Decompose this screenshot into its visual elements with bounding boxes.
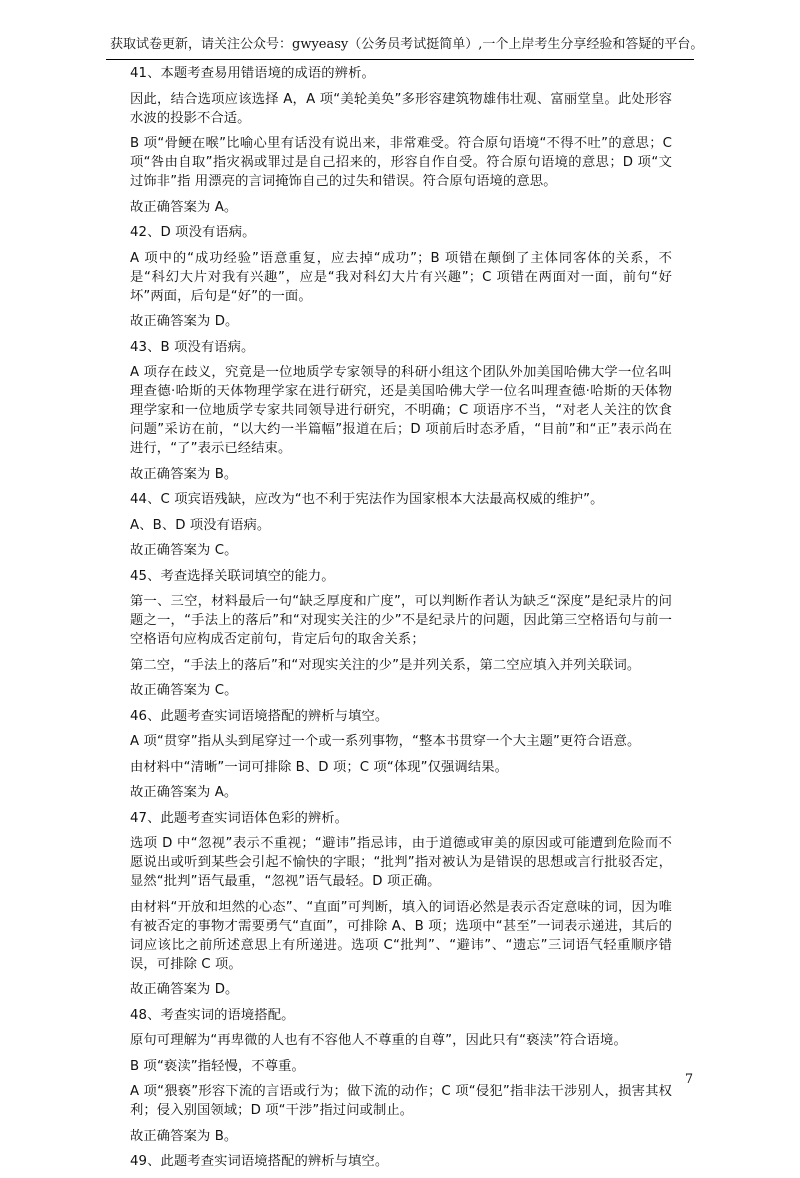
- paragraph: 44、C 项宾语残缺，应改为“也不利于宪法作为国家根本大法最高权威的维护”。: [130, 492, 604, 507]
- document-body: [130, 64, 672, 1178]
- paragraph: 46、此题考查实词语境搭配的辨析与填空。: [130, 708, 389, 724]
- paragraph: 48、考查实词的语境搭配。: [130, 1007, 295, 1023]
- paragraph: A 项存在歧义，究竟是一位地质学专家领导的科研小组这个团队外加美国哈佛大学一位名叫理查德·哈斯的天体物理学家在进行研究，还是美国哈佛大学一位名叫理查德·哈斯的天体物理学家和一位地质学专家共同领导进行研究，不明确；C 项语序不当，“对老人关注的饮食问题”采访在前，“以大约一半篇幅”报道在后；D 项前后时态矛盾，“目前”和“正”表示尚在进行，“了”表示已经结束。: [130, 365, 672, 456]
- paragraph: 由材料中“清晰”一词可排除 B、D 项；C 项“体现”仅强调结果。: [130, 759, 509, 775]
- paragraph: 因此，结合选项应该选择 A，A 项“美轮美奂”多形容建筑物雄伟壮观、富丽堂皇。此处形容水波的投影不合适。: [130, 91, 672, 126]
- paragraph: 第二空，“手法上的落后”和“对现实关注的少”是并列关系，第二空应填入并列关联词。: [130, 657, 641, 673]
- paragraph: 故正确答案为 D。: [130, 982, 239, 997]
- paragraph: 41、本题考查易用错语境的成语的辨析。: [130, 66, 375, 81]
- paragraph: A 项“猥亵”形容下流的言语或行为；做下流的动作；C 项“侵犯”指非法干涉别人，损害其权利；侵入别国领域；D 项“干涉”指过问或制止。: [130, 1084, 672, 1118]
- paragraph: 45、考查选择关联词填空的能力。: [130, 568, 335, 584]
- paragraph: 47、此题考查实词语体色彩的辨析。: [130, 810, 349, 826]
- paragraph: 故正确答案为 B。: [130, 466, 238, 482]
- paragraph: 第一、三空，材料最后一句“缺乏厚度和广度”，可以判断作者认为缺乏“深度”是纪录片的问题之一，“手法上的落后”和“对现实关注的少”不是纪录片的问题，因此第三空格语句与前一空格语句应构成否定前句，肯定后句的取舍关系；: [130, 594, 672, 647]
- page-number: 7: [684, 1072, 694, 1087]
- paragraph: 故正确答案为 A。: [130, 199, 238, 215]
- page-header: 获取试卷更新，请关注公众号：gwyeasy（公务员考试挺简单）,一个上岸考生分享经验和答疑的平台。: [110, 37, 704, 52]
- paragraph: 故正确答案为 A。: [130, 785, 238, 800]
- paragraph: 由材料“开放和坦然的心态”、“直面”可判断，填入的词语必然是表示否定意味的词，因为唯有被否定的事物才需要勇气“直面”，可排除 A、B 项；选项中“甚至”一词表示递进，其后的词应该比之前所述意思上有所递进。选项 C“批判”、“避讳”、“遗忘”三词语气轻重顺序错误，可排除 C 项。: [130, 899, 672, 972]
- paragraph: 49、此题考查实词语境搭配的辨析与填空。: [130, 1154, 389, 1169]
- paragraph: 原句可理解为“再卑微的人也有不容他人不尊重的自尊”，因此只有“亵渎”符合语境。: [130, 1033, 627, 1048]
- header-divider: [106, 59, 694, 60]
- paragraph: A 项“贯穿”指从头到尾穿过一个或一系列事物，“整本书贯穿一个大主题”更符合语意。: [130, 734, 641, 749]
- paragraph: 43、B 项没有语病。: [130, 339, 255, 355]
- paragraph: A、B、D 项没有语病。: [130, 517, 271, 533]
- paragraph: 故正确答案为 B。: [130, 1128, 238, 1144]
- paragraph: B 项“骨鲠在喉”比喻心里有话没有说出来，非常难受。符合原句语境“不得不吐”的意思；C 项“咎由自取”指灾祸或罪过是自己招来的，形容自作自受。符合原句语境的意思；D 项“文过饰非”指 用漂亮的言词掩饰自己的过失和错误。符合原句语境的意思。: [130, 136, 672, 189]
- paragraph: 故正确答案为 C。: [130, 543, 238, 558]
- paragraph: 42、D 项没有语病。: [130, 225, 256, 240]
- paragraph: B 项“亵渎”指轻慢，不尊重。: [130, 1058, 305, 1074]
- paragraph: 故正确答案为 D。: [130, 314, 239, 329]
- paragraph: 故正确答案为 C。: [130, 683, 238, 698]
- paragraph: A 项中的“成功经验”语意重复，应去掉“成功”；B 项错在颠倒了主体同客体的关系，不是“科幻大片对我有兴趣”，应是“我对科幻大片有兴趣”；C 项错在两面对一面，前句“好坏”两面，后句是“好”的一面。: [130, 250, 672, 304]
- paragraph: 选项 D 中“忽视”表示不重视；“避讳”指忌讳，由于道德或审美的原因或可能遭到危险而不愿说出或听到某些会引起不愉快的字眼；“批判”指对被认为是错误的思想或言行批驳否定，显然“批判”语气最重，“忽视”语气最轻。D 项正确。: [130, 836, 672, 889]
